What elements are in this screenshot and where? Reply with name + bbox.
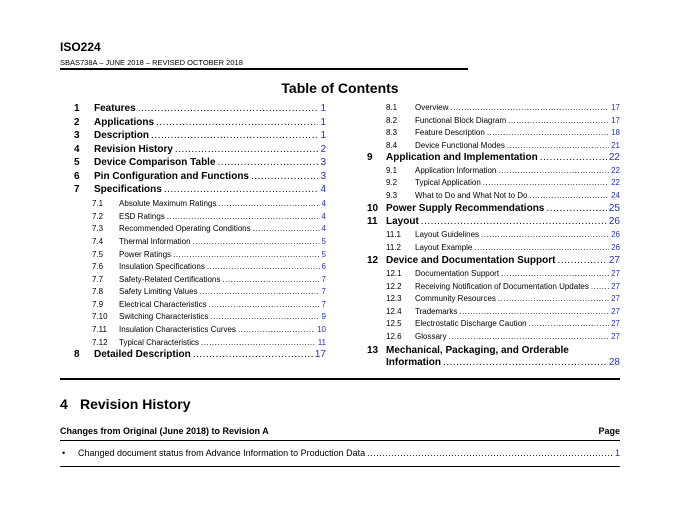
toc-entry-number: 9 xyxy=(367,152,373,163)
toc-entry-label[interactable]: Thermal Information xyxy=(119,237,191,246)
toc-entry[interactable] xyxy=(367,166,620,177)
toc-entry-number: 3 xyxy=(74,130,80,141)
toc-entry[interactable] xyxy=(60,184,326,197)
toc-page-link[interactable]: 17 xyxy=(611,115,620,125)
leader-dots xyxy=(483,178,609,187)
toc-entry-number: 12.1 xyxy=(386,269,402,278)
toc-page-link[interactable]: 18 xyxy=(611,128,620,137)
toc-entry-label[interactable]: Overview xyxy=(415,103,449,112)
toc-entry[interactable] xyxy=(367,307,620,318)
toc-page-link[interactable]: 27 xyxy=(611,281,620,291)
toc-entry-label[interactable]: Safety-Related Certifications xyxy=(119,274,221,284)
toc-page-link[interactable]: 3 xyxy=(320,170,326,182)
toc-entry[interactable] xyxy=(367,255,620,268)
toc-entry-number: 7.4 xyxy=(92,237,104,246)
toc-page-link[interactable]: 22 xyxy=(611,165,620,175)
page-column-label: Page xyxy=(598,426,620,436)
toc-entry-label[interactable]: Trademarks xyxy=(415,306,458,316)
toc-page-link[interactable]: 17 xyxy=(611,103,620,112)
toc-page-link[interactable]: 3 xyxy=(320,157,326,168)
leader-dots xyxy=(474,243,609,252)
toc-page-link[interactable]: 1 xyxy=(320,116,326,128)
toc-entry[interactable] xyxy=(367,191,620,202)
toc-entry[interactable] xyxy=(60,275,326,286)
toc-entry[interactable] xyxy=(367,294,620,305)
toc-entry-number: 12.3 xyxy=(386,294,402,303)
toc-entry[interactable] xyxy=(367,103,620,114)
toc-entry-number: 12.5 xyxy=(386,319,402,328)
leader-dots xyxy=(459,307,609,316)
toc-entry-label[interactable]: Electrostatic Discharge Caution xyxy=(415,319,527,328)
toc-page-link[interactable]: 11 xyxy=(317,337,326,347)
leader-dots xyxy=(167,212,320,221)
toc-entry[interactable] xyxy=(60,250,326,261)
toc-entry-label[interactable]: Application and Implementation xyxy=(386,152,538,163)
leader-dots xyxy=(175,144,319,155)
toc-entry-label[interactable]: Community Resources xyxy=(415,294,496,303)
toc-entry-label[interactable]: Application Information xyxy=(415,165,497,175)
toc-entry-label[interactable]: Insulation Characteristics Curves xyxy=(119,325,236,334)
toc-entry-number: 7.11 xyxy=(92,325,107,334)
toc-entry-label[interactable]: Typical Characteristics xyxy=(119,337,200,347)
toc-entry[interactable] xyxy=(367,141,620,152)
toc-entry-label[interactable]: Revision History xyxy=(94,143,173,155)
toc-page-link[interactable]: 7 xyxy=(321,287,326,296)
toc-entry-label[interactable]: Information xyxy=(386,357,441,368)
toc-entry[interactable] xyxy=(60,130,326,143)
toc-entry-number: 11.1 xyxy=(386,230,401,239)
leader-dots xyxy=(498,166,609,175)
toc-entry-label[interactable]: Description xyxy=(94,130,150,141)
revision-bottom-rule xyxy=(60,466,620,467)
toc-entry[interactable] xyxy=(60,325,326,336)
leader-dots xyxy=(557,255,606,266)
toc-entry[interactable] xyxy=(60,262,326,273)
toc-entry-number: 12.6 xyxy=(386,331,402,341)
header-rule xyxy=(60,68,468,70)
toc-page-link[interactable]: 22 xyxy=(608,152,620,163)
doc-title: ISO224 xyxy=(60,40,101,54)
section-number: 4 xyxy=(60,396,68,412)
toc-entry-label[interactable]: ESD Ratings xyxy=(119,211,165,221)
revision-item-page-link[interactable]: 1 xyxy=(614,448,620,458)
toc-entry[interactable] xyxy=(367,269,620,280)
toc-entry-number: 9.1 xyxy=(386,165,398,175)
toc-entry[interactable] xyxy=(367,282,620,293)
leader-dots xyxy=(507,141,609,150)
toc-page-link[interactable]: 26 xyxy=(611,242,620,252)
toc-entry[interactable] xyxy=(367,203,620,216)
leader-dots xyxy=(209,300,320,309)
leader-dots xyxy=(193,349,313,360)
leader-dots xyxy=(421,216,607,227)
toc-entry-label[interactable]: Switching Characteristics xyxy=(119,312,209,321)
leader-dots xyxy=(207,262,320,271)
toc-page-link[interactable]: 27 xyxy=(608,255,620,266)
toc-title: Table of Contents xyxy=(281,80,399,96)
toc-entry-label[interactable]: Documentation Support xyxy=(415,269,500,278)
toc-entry-label[interactable]: Device Functional Modes xyxy=(415,140,505,150)
toc-entry-label[interactable]: Absolute Maximum Ratings xyxy=(119,199,217,208)
toc-entry-label[interactable]: Pin Configuration and Functions xyxy=(94,170,249,182)
toc-page-link[interactable]: 24 xyxy=(611,190,620,200)
toc-entry-number: 12.2 xyxy=(386,281,402,291)
toc-entry-label[interactable]: Safety Limiting Values xyxy=(119,287,198,296)
toc-entry[interactable] xyxy=(60,338,326,349)
leader-dots xyxy=(218,199,319,208)
toc-entry-label[interactable]: What to Do and What Not to Do xyxy=(415,190,528,200)
toc-entry-number: 8.4 xyxy=(386,140,398,150)
leader-dots xyxy=(173,250,320,259)
toc-entry-number: 8 xyxy=(74,349,80,360)
toc-page-link[interactable]: 27 xyxy=(611,319,620,328)
leader-dots xyxy=(138,103,319,114)
leader-dots xyxy=(530,191,610,200)
toc-entry-label[interactable]: Device Comparison Table xyxy=(94,157,216,168)
leader-dots xyxy=(498,294,609,303)
toc-page-link[interactable]: 7 xyxy=(321,274,326,284)
toc-entry-number: 7.8 xyxy=(92,287,104,296)
toc-entry[interactable] xyxy=(367,319,620,330)
leader-dots xyxy=(367,448,613,458)
leader-dots xyxy=(200,287,320,296)
toc-entry[interactable] xyxy=(60,300,326,311)
toc-entry-label[interactable]: Insulation Specifications xyxy=(119,262,205,271)
toc-entry[interactable] xyxy=(60,199,326,210)
leader-dots xyxy=(508,116,609,125)
toc-page-link[interactable]: 27 xyxy=(611,331,620,341)
toc-entry-number: 8.3 xyxy=(386,128,398,137)
toc-entry[interactable] xyxy=(60,224,326,235)
toc-page-link[interactable]: 4 xyxy=(321,224,326,233)
toc-page-link[interactable]: 17 xyxy=(314,349,326,360)
toc-page-link[interactable]: 21 xyxy=(611,140,620,150)
leader-dots xyxy=(218,157,319,168)
toc-entry-number: 5 xyxy=(74,157,80,168)
toc-entry[interactable] xyxy=(60,312,326,323)
toc-entry-label[interactable]: Mechanical, Packaging, and Orderable xyxy=(386,345,569,356)
changes-title: Changes from Original (June 2018) to Revision A xyxy=(60,426,269,436)
toc-page-link[interactable]: 9 xyxy=(321,312,326,321)
toc-entry[interactable] xyxy=(367,116,620,127)
toc-page-link[interactable]: 27 xyxy=(611,306,620,316)
toc-entry-number: 10 xyxy=(367,203,379,214)
toc-page-link[interactable]: 2 xyxy=(320,143,326,155)
toc-entry[interactable] xyxy=(60,212,326,223)
toc-entry-number: 8.1 xyxy=(386,103,398,112)
toc-entry[interactable] xyxy=(60,117,326,130)
section-title: Revision History xyxy=(80,396,191,412)
toc-entry-number: 1 xyxy=(74,103,80,114)
toc-entry-number: 4 xyxy=(74,143,80,155)
leader-dots xyxy=(201,338,316,347)
revision-changes-header xyxy=(60,426,620,436)
toc-entry-number: 11 xyxy=(367,216,378,227)
leader-dots xyxy=(193,237,320,246)
leader-dots xyxy=(156,117,318,128)
toc-page-link[interactable]: 4 xyxy=(320,184,326,195)
leader-dots xyxy=(546,203,607,214)
toc-entry-number: 7.3 xyxy=(92,224,104,233)
toc-entry-number: 7.5 xyxy=(92,249,104,259)
toc-entry-label[interactable]: Receiving Notification of Documentation Updates xyxy=(415,281,589,291)
toc-entry[interactable] xyxy=(60,237,326,248)
toc-entry[interactable] xyxy=(60,349,326,362)
toc-entry[interactable] xyxy=(367,332,620,343)
toc-entry[interactable] xyxy=(60,144,326,157)
leader-dots xyxy=(238,325,315,334)
toc-entry-label[interactable]: Layout Guidelines xyxy=(415,230,480,239)
leader-dots xyxy=(450,103,609,112)
toc-entry[interactable] xyxy=(367,243,620,254)
toc-entry-label[interactable]: Layout Example xyxy=(415,242,473,252)
revision-item xyxy=(60,448,620,458)
toc-entry-label[interactable]: Detailed Description xyxy=(94,349,191,360)
toc-entry-number: 7.7 xyxy=(92,274,104,284)
toc-page-link[interactable]: 4 xyxy=(321,211,326,221)
toc-page-link[interactable]: 6 xyxy=(321,262,326,271)
bullet: • xyxy=(62,448,66,458)
toc-entry-continuation[interactable] xyxy=(367,357,620,370)
revision-item-text[interactable]: Changed document status from Advance Information to Production Data xyxy=(78,448,366,458)
toc-page-link[interactable]: 22 xyxy=(611,178,620,187)
toc-entry[interactable] xyxy=(367,178,620,189)
toc-page-link[interactable]: 26 xyxy=(611,230,620,239)
leader-dots xyxy=(443,357,607,368)
toc-entry-number: 12 xyxy=(367,255,379,266)
toc-entry-number: 2 xyxy=(74,116,80,128)
toc-entry-label[interactable]: Applications xyxy=(94,116,155,128)
toc-page-link[interactable]: 27 xyxy=(611,269,620,278)
toc-entry-number: 7.9 xyxy=(92,299,104,309)
leader-dots xyxy=(487,128,609,137)
leader-dots xyxy=(449,332,610,341)
revision-history-heading xyxy=(60,396,190,412)
toc-entry-number: 7.12 xyxy=(92,337,108,347)
toc-entry[interactable] xyxy=(60,287,326,298)
doc-subtitle: SBAS738A – JUNE 2018 – REVISED OCTOBER 2018 xyxy=(60,58,243,67)
toc-entry-label[interactable]: Specifications xyxy=(94,184,162,195)
toc-entry[interactable] xyxy=(367,152,620,165)
toc-entry-number: 6 xyxy=(74,170,80,182)
toc-page-link[interactable]: 25 xyxy=(608,203,620,214)
toc-entry-number: 7 xyxy=(74,184,80,195)
toc-entry-number: 11.2 xyxy=(386,242,401,252)
leader-dots xyxy=(222,275,319,284)
leader-dots xyxy=(210,312,319,321)
toc-entry[interactable] xyxy=(367,216,620,229)
toc-entry-label[interactable]: Feature Description xyxy=(415,128,485,137)
toc-entry-number: 13 xyxy=(367,345,379,356)
toc-entry-number: 8.2 xyxy=(386,115,398,125)
toc-entry[interactable] xyxy=(60,103,326,116)
toc-page-link[interactable]: 10 xyxy=(317,325,326,334)
toc-entry-number: 9.3 xyxy=(386,190,398,200)
toc-page-link[interactable]: 5 xyxy=(321,237,326,246)
leader-dots xyxy=(529,319,609,328)
toc-page-link[interactable]: 1 xyxy=(320,130,326,141)
toc-entry-label[interactable]: Layout xyxy=(386,216,419,227)
toc-entry-label[interactable]: Functional Block Diagram xyxy=(415,115,507,125)
toc-entry-label[interactable]: Typical Application xyxy=(415,178,481,187)
toc-page-link[interactable]: 27 xyxy=(611,294,620,303)
toc-entry-label[interactable]: Features xyxy=(94,103,136,114)
toc-entry-number: 12.4 xyxy=(386,306,402,316)
toc-entry[interactable] xyxy=(367,128,620,139)
toc-entry-number: 7.6 xyxy=(92,262,104,271)
toc-entry-label[interactable]: Device and Documentation Support xyxy=(386,255,556,266)
toc-entry[interactable] xyxy=(60,171,326,184)
leader-dots xyxy=(164,184,319,195)
toc-page-link[interactable]: 7 xyxy=(321,299,326,309)
toc-entry-number: 7.10 xyxy=(92,312,108,321)
leader-dots xyxy=(591,282,609,291)
toc-entry-label[interactable]: Power Supply Recommendations xyxy=(386,203,545,214)
leader-dots xyxy=(540,152,607,163)
leader-dots xyxy=(151,130,318,141)
toc-entry-label[interactable]: Glossary xyxy=(415,331,447,341)
toc-entry-label[interactable]: Electrical Characteristics xyxy=(119,299,207,309)
toc-page-link[interactable]: 4 xyxy=(321,199,326,208)
toc-entry-number: 7.1 xyxy=(92,199,104,208)
revision-header-rule xyxy=(60,440,620,441)
toc-entry-number: 9.2 xyxy=(386,178,398,187)
toc-entry[interactable] xyxy=(60,157,326,170)
leader-dots xyxy=(253,224,320,233)
toc-entry[interactable] xyxy=(367,230,620,241)
toc-page-link[interactable]: 5 xyxy=(321,249,326,259)
toc-page-link[interactable]: 28 xyxy=(608,357,620,368)
toc-entry-label[interactable]: Power Ratings xyxy=(119,249,172,259)
leader-dots xyxy=(251,171,318,182)
leader-dots xyxy=(501,269,609,278)
toc-entry-number: 7.2 xyxy=(92,211,104,221)
toc-page-link[interactable]: 26 xyxy=(608,216,620,227)
leader-dots xyxy=(481,230,609,239)
section-rule xyxy=(60,378,620,380)
toc-entry-label[interactable]: Recommended Operating Conditions xyxy=(119,224,251,233)
toc-page-link[interactable]: 1 xyxy=(320,103,326,114)
